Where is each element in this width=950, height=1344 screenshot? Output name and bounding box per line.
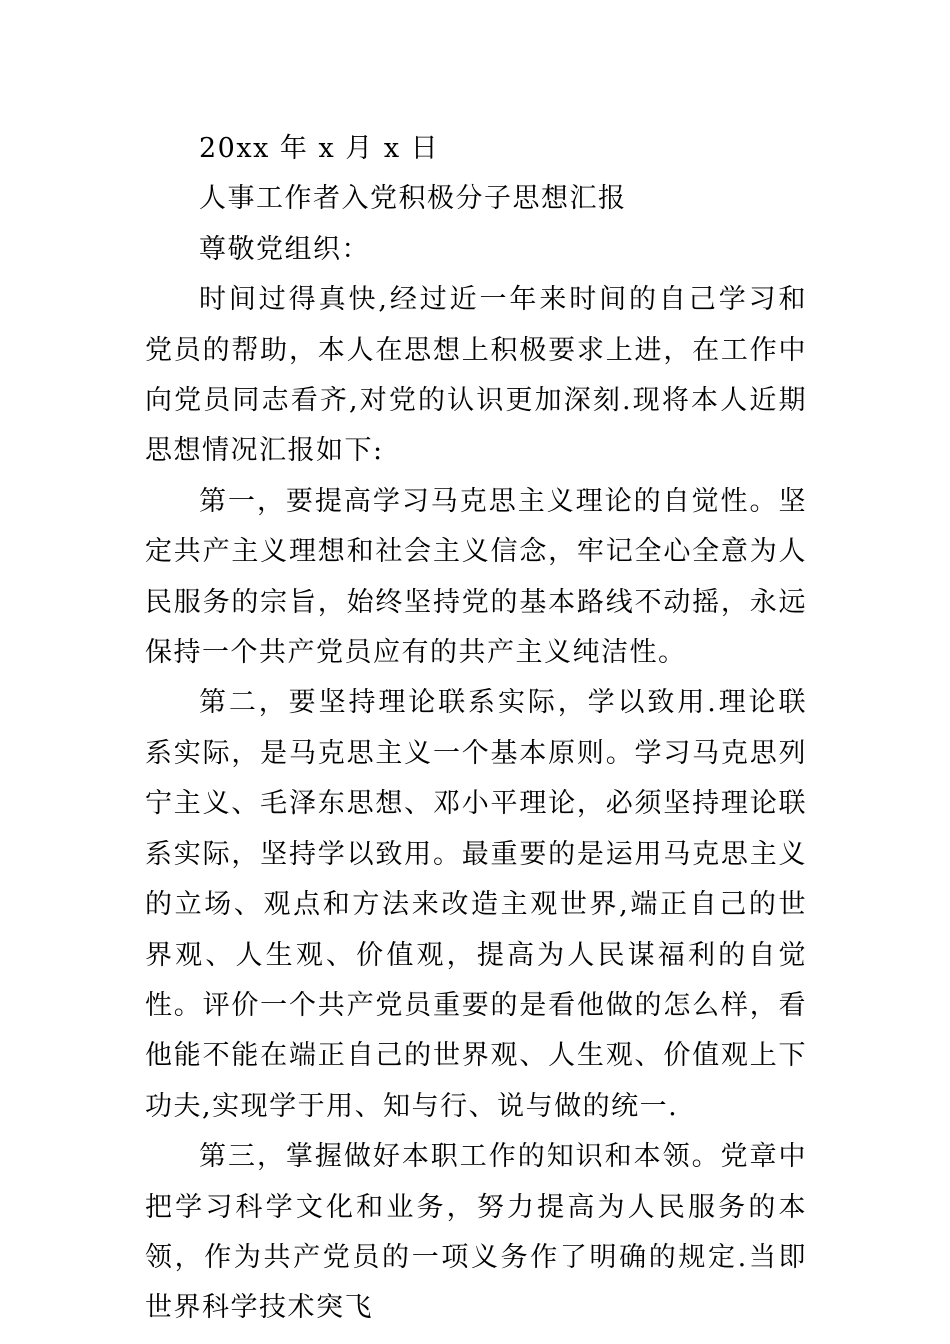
paragraph-intro: 时间过得真快,经过近一年来时间的自己学习和党员的帮助，本人在思想上积极要求上进，在工作中向党员同志看齐,对党的认识更加深刻.现将本人近期思想情况汇报如下: bbox=[145, 284, 807, 467]
paragraph-first: 第一，要提高学习马克思主义理论的自觉性。坚定共产主义理想和社会主义信念，牢记全心全意为人民服务的宗旨，始终坚持党的基本路线不动摇，永远保持一个共产党员应有的共产主义纯洁性。 bbox=[145, 485, 807, 669]
salutation: 尊敬党组织： bbox=[199, 233, 370, 265]
document-title: 人事工作者入党积极分子思想汇报 bbox=[199, 183, 627, 215]
document-body bbox=[145, 124, 807, 1334]
document-date: 20xx 年 x 月 x 日 bbox=[199, 133, 440, 164]
paragraph-second: 第二，要坚持理论联系实际，学以致用.理论联系实际，是马克思主义一个基本原则。学习马克思列宁主义、毛泽东思想、邓小平理论，必须坚持理论联系实际，坚持学以致用。最重要的是运用马克思主义的立场、观点和方法来改造主观世界,端正自己的世界观、人生观、价值观，提高为人民谋福利的自觉性。评价一个共产党员重要的是看他做的怎么样，看他能不能在端正自己的世界观、人生观、价值观上下功夫,实现学于用、知与行、说与做的统一. bbox=[145, 687, 807, 1122]
paragraph-third: 第三，掌握做好本职工作的知识和本领。党章中把学习科学文化和业务，努力提高为人民服务的本领，作为共产党员的一项义务作了明确的规定.当即世界科学技术突飞 bbox=[145, 1141, 807, 1324]
